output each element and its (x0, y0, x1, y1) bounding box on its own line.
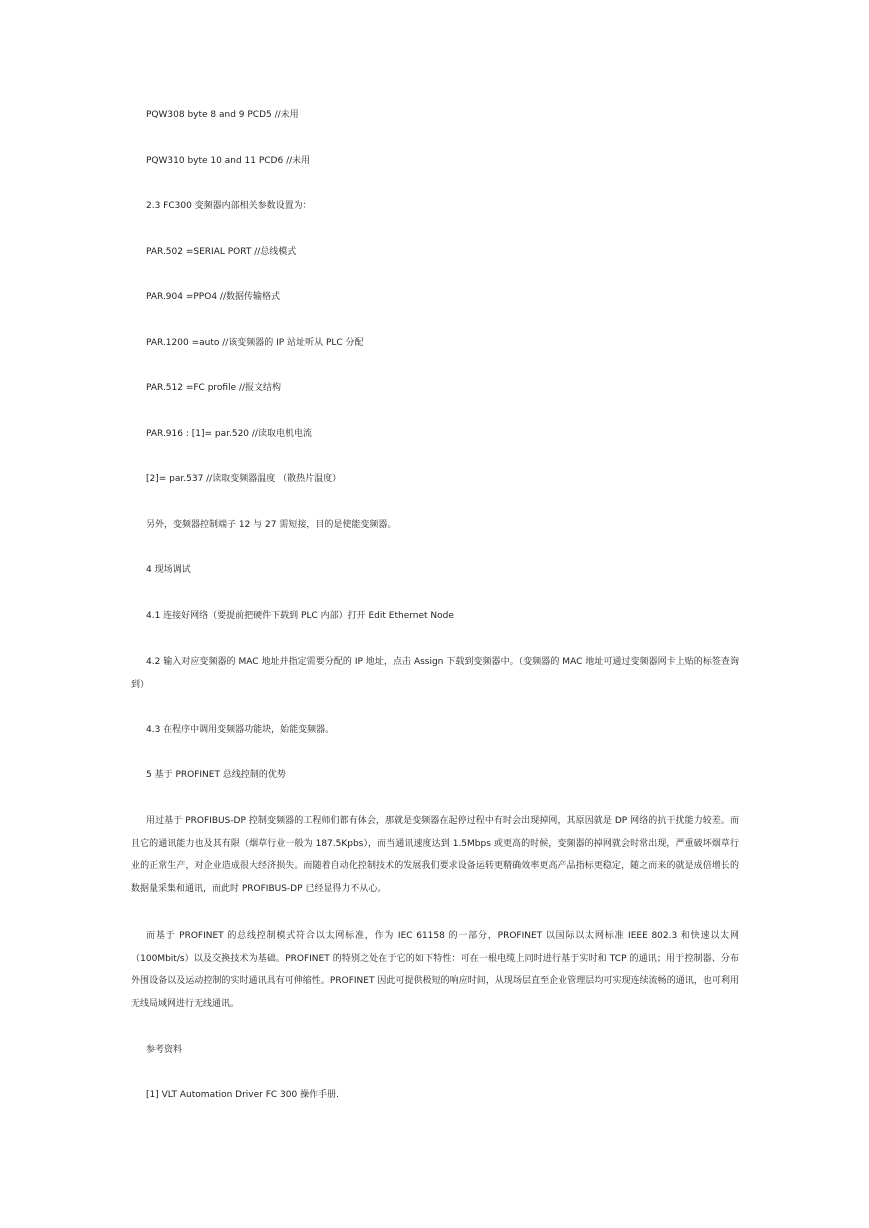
paragraph-4-2: 4.2 输入对应变频器的 MAC 地址并指定需要分配的 IP 地址，点击 Assign 下载到变频器中。（变频器的 MAC 地址可通过变频器网卡上贴的标签查询到） (131, 657, 739, 690)
text-line-par537: [2]= par.537 //读取变频器温度 （散热片温度） (146, 474, 342, 484)
paragraph-profinet: 而基于 PROFINET 的总线控制模式符合以太网标准，作为 IEC 61158 的一部分，PROFINET 以国际以太网标准 IEEE 802.3 和快速以太网（100Mbit/s）以及交换技术为基础。PROFINET 的特别之处在于它的如下特性：可在一根电缆上同时进行基于实时和 TCP 的通讯；用于控制器、分布外围设备以及运动控制的实时通讯具有可伸缩性。PROFINET 因此可提供极短的响应时间，从现场层直至企业管理层均可实现连续流畅的通讯，也可利用无线局域网进行无线通讯。 (131, 931, 739, 1009)
section-heading-2-3: 2.3 FC300 变频器内部相关参数设置为： (146, 201, 312, 211)
text-line-terminals: 另外，变频器控制端子 12 与 27 需短接，目的是使能变频器。 (146, 520, 397, 530)
reference-item-1: [1] VLT Automation Driver FC 300 操作手册. (146, 1090, 339, 1100)
paragraph-profibus: 用过基于 PROFIBUS-DP 控制变频器的工程师们都有体会，那就是变频器在起停过程中有时会出现掉网，其原因就是 DP 网络的抗干扰能力较差。而且它的通讯能力也及其有限（烟草行业一般为 187.5Kpbs），而当通讯速度达到 1.5Mbps 或更高的时候，变频器的掉网就会时常出现，严重破坏烟草行业的正常生产，对企业造成很大经济损失。而随着自动化控制技术的发展我们要求设备运转更精确效率更高产品指标更稳定，随之而来的就是成倍增长的数据量采集和通讯，而此时 PROFIBUS-DP 已经显得力不从心。 (131, 816, 739, 894)
text-line-par1200: PAR.1200 =auto //该变频器的 IP 站址听从 PLC 分配 (146, 338, 364, 348)
text-line-par512: PAR.512 =FC profile //报文结构 (146, 383, 282, 393)
text-line-4-1: 4.1 连接好网络（要提前把硬件下载到 PLC 内部）打开 Edit Ethernet Node (146, 611, 454, 621)
section-heading-5: 5 基于 PROFINET 总线控制的优势 (146, 770, 286, 780)
text-line-par916: PAR.916 : [1]= par.520 //读取电机电流 (146, 429, 312, 439)
section-heading-4: 4 现场调试 (146, 565, 191, 575)
text-line-pqw310: PQW310 byte 10 and 11 PCD6 //未用 (146, 156, 311, 166)
text-line-pqw308: PQW308 byte 8 and 9 PCD5 //未用 (146, 110, 299, 120)
text-line-par904: PAR.904 =PPO4 //数据传输格式 (146, 292, 280, 302)
text-line-4-3: 4.3 在程序中调用变频器功能块，始能变频器。 (146, 725, 335, 735)
references-heading: 参考资料 (146, 1045, 183, 1055)
text-line-par502: PAR.502 =SERIAL PORT //总线模式 (146, 247, 297, 257)
